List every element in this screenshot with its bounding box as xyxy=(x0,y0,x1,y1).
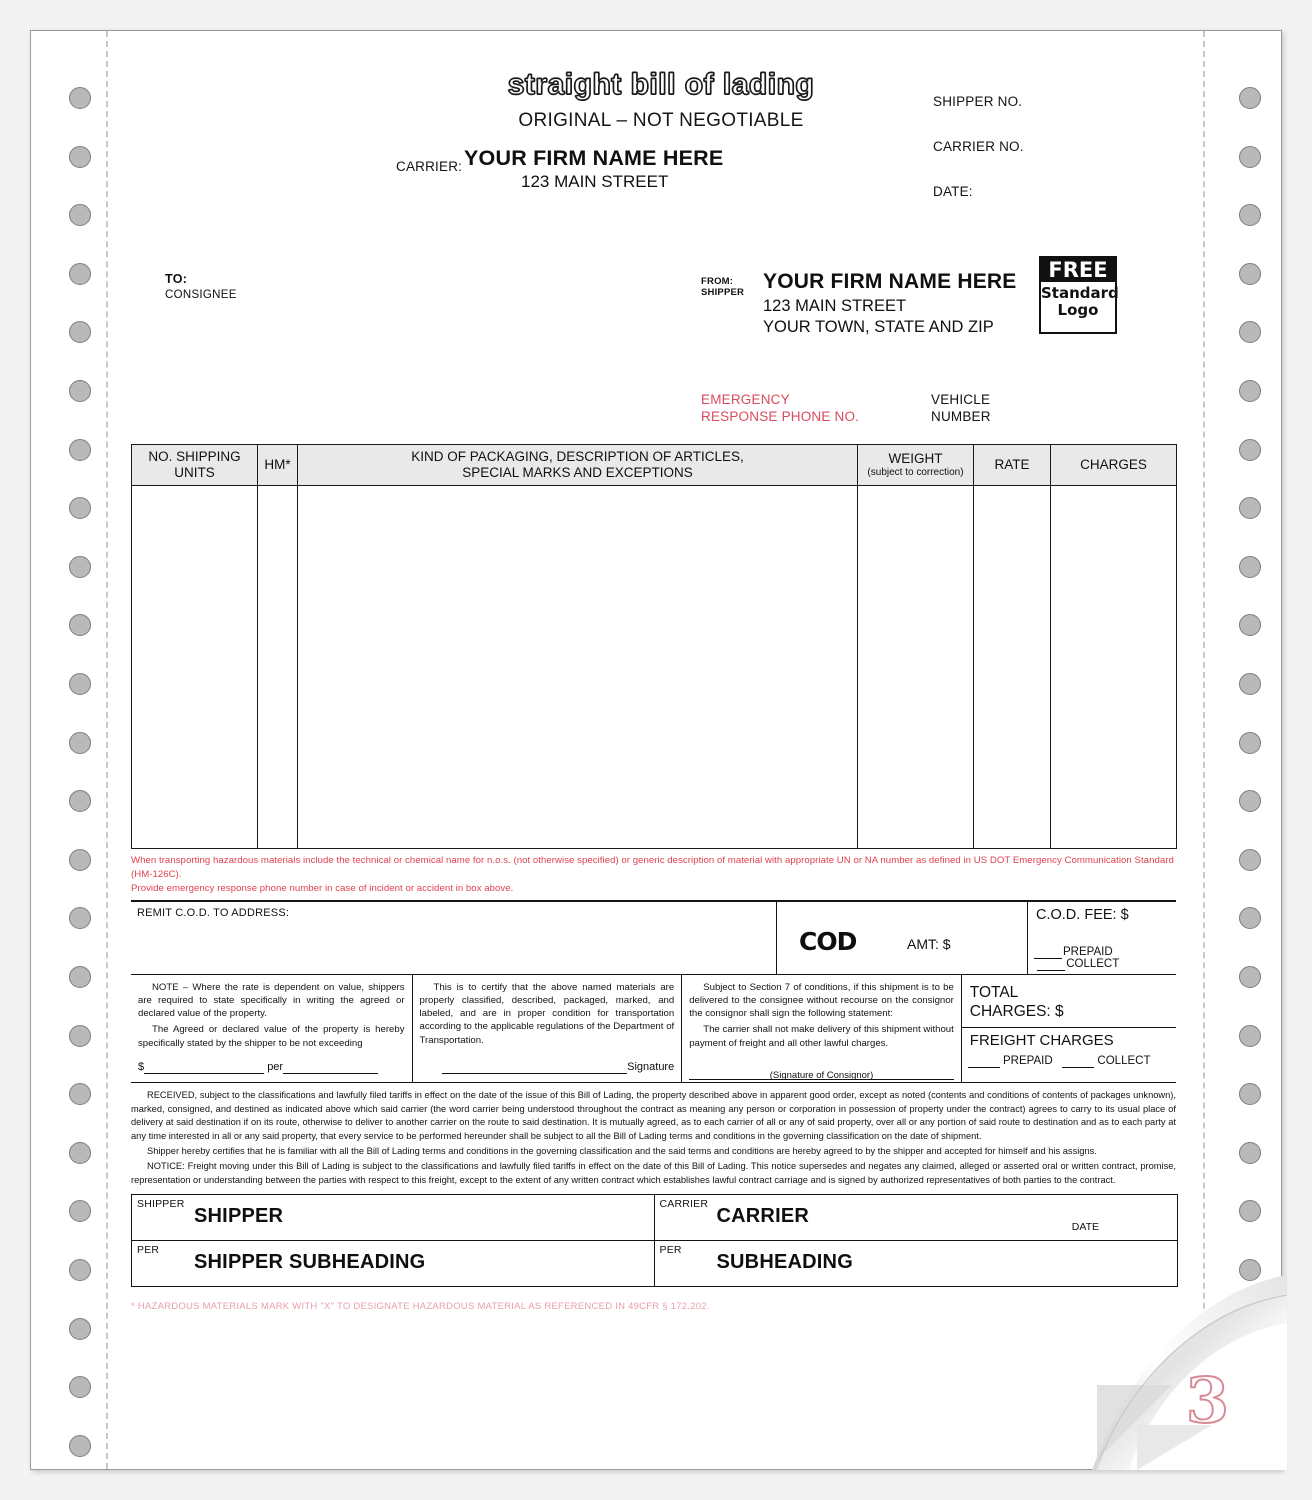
sprocket-hole xyxy=(1239,556,1261,578)
sprocket-hole xyxy=(69,1435,91,1457)
logo-free-banner: FREE xyxy=(1041,258,1115,282)
remit-cod-address-field[interactable] xyxy=(131,902,777,974)
shipper-signature-cell[interactable] xyxy=(132,1195,655,1240)
logo-text xyxy=(1041,282,1119,320)
sprocket-hole xyxy=(69,321,91,343)
carrier-signature-cell[interactable] xyxy=(655,1195,1178,1240)
sprocket-hole xyxy=(69,556,91,578)
from-street: 123 MAIN STREET xyxy=(763,297,907,315)
carrier-subheading-value: SUBHEADING xyxy=(716,1251,853,1274)
from-city-state-zip: YOUR TOWN, STATE AND ZIP xyxy=(763,317,994,336)
cod-fee-label: C.O.D. FEE: $ xyxy=(1036,906,1129,923)
shipper-per-cell[interactable] xyxy=(132,1241,655,1286)
declared-value-line[interactable] xyxy=(138,1061,405,1074)
signature-label: Signature xyxy=(627,1060,675,1073)
sprocket-hole xyxy=(69,204,91,226)
sprocket-hole xyxy=(1239,497,1261,519)
page-title: straight bill of lading xyxy=(507,68,815,101)
date-field[interactable]: DATE: xyxy=(933,184,973,199)
to-from-section xyxy=(131,258,1191,392)
freight-prepaid-label: PREPAID xyxy=(1002,1055,1053,1068)
sprocket-hole xyxy=(69,1200,91,1222)
sprocket-hole xyxy=(69,1376,91,1398)
carrier-firm-name: YOUR FIRM NAME HERE xyxy=(464,146,724,170)
carrier-tag: CARRIER xyxy=(659,1198,709,1211)
sprocket-hole xyxy=(1239,321,1261,343)
page-number: 3 xyxy=(1185,1364,1229,1437)
note-paragraph-1: NOTE – Where the rate is dependent on value, shippers are required to state specifically in writing the agreed or declared value of the property. xyxy=(138,981,405,1020)
hazmat-instruction-note xyxy=(131,854,1176,896)
cod-collect-blank[interactable] xyxy=(1037,958,1065,971)
sprocket-hole xyxy=(1239,1083,1261,1105)
vehicle-number-field[interactable] xyxy=(931,392,991,426)
col-hm: HM* xyxy=(258,445,298,486)
cod-word: COD xyxy=(799,926,857,956)
cod-section xyxy=(131,900,1176,1082)
carrier-per-cell[interactable] xyxy=(655,1241,1178,1286)
freight-payment-options xyxy=(962,1049,1176,1067)
received-paragraph-1: RECEIVED, subject to the classifications and lawfully filed tariffs in effect on the date of the issue of this Bill of Lading, the property described above in apparent good order, except as noted (contents and conditions of contents of packages unknown), marked, consigned, and destined as indicated above which said carrier (the word carrier being understood throughout the contract as meaning any person or corporation in possession of property under the contract) agrees to carry to its usual place of delivery at said destination if on its route, otherwise to deliver to another carrier on the route to said destination. It is mutually agreed, as to each carrier of all or any of said property, over all or any portion of said route to destination and as to each party at any time interested in all or any said property, that every service to be performed hereunder shall be subject to all the Bill of Lading terms and conditions in the governing classification on the date of shipment. xyxy=(131,1089,1176,1142)
sprocket-hole xyxy=(1239,1025,1261,1047)
cell-hm[interactable] xyxy=(258,485,298,848)
shipper-signature-line[interactable] xyxy=(420,1061,675,1074)
from-label-group xyxy=(701,276,744,299)
sprocket-hole xyxy=(1239,87,1261,109)
legal-row xyxy=(131,974,1176,1082)
cell-charges[interactable] xyxy=(1051,485,1177,848)
signature-block xyxy=(131,1194,1178,1287)
emergency-line-2: RESPONSE PHONE NO. xyxy=(701,408,860,424)
dollar-sign: $ xyxy=(138,1060,145,1073)
perforation-line-left xyxy=(106,31,108,1469)
sprocket-hole xyxy=(69,1259,91,1281)
received-paragraph-2: Shipper hereby certifies that he is familiar with all the Bill of Lading terms and conditions in the governing classification and the said terms and conditions are hereby agreed to by the shipper and accepted for himself and his assigns. xyxy=(147,1146,1097,1157)
form-subtitle: ORIGINAL – NOT NEGOTIABLE xyxy=(518,110,804,131)
sprocket-hole xyxy=(1239,1435,1261,1457)
hazmat-footnote: * HAZARDOUS MATERIALS MARK WITH "X" TO DESIGNATE HAZARDOUS MATERIAL AS REFERENCED IN 49CFR § 172.202. xyxy=(131,1301,710,1313)
table-row xyxy=(132,485,1177,848)
cod-prepaid-label: PREPAID xyxy=(1063,945,1113,958)
consignor-signature-line[interactable] xyxy=(689,1069,954,1081)
cod-prepaid-blank[interactable] xyxy=(1034,946,1062,959)
carrier-value: CARRIER xyxy=(716,1205,810,1228)
certification-cell xyxy=(413,975,683,1082)
note-value-cell xyxy=(131,975,413,1082)
signature-row-per xyxy=(132,1241,1177,1287)
sprocket-hole xyxy=(1239,966,1261,988)
col-kind-of-packaging xyxy=(298,445,858,486)
sprocket-hole xyxy=(1239,1142,1261,1164)
sprocket-hole xyxy=(69,849,91,871)
sprocket-hole xyxy=(69,1083,91,1105)
emergency-row xyxy=(131,392,1191,444)
from-label: FROM: xyxy=(701,276,734,287)
sprocket-hole xyxy=(69,1142,91,1164)
cell-units[interactable] xyxy=(132,485,258,848)
shipper-subheading-value: SHIPPER SUBHEADING xyxy=(194,1251,426,1274)
sprocket-hole xyxy=(1239,380,1261,402)
emergency-response-field[interactable] xyxy=(701,392,859,426)
sprocket-hole xyxy=(1239,1376,1261,1398)
sprocket-hole xyxy=(69,673,91,695)
total-charges-field[interactable] xyxy=(962,975,1176,1022)
units-line-1: NO. SHIPPING xyxy=(148,449,241,464)
kind-line-1: KIND OF PACKAGING, DESCRIPTION OF ARTICLES, xyxy=(411,449,744,464)
consignee-label: CONSIGNEE xyxy=(165,288,237,301)
note-paragraph-2: The Agreed or declared value of the property is hereby specifically stated by the shipper to be not exceeding xyxy=(138,1024,405,1049)
remit-cod-label: REMIT C.O.D. TO ADDRESS: xyxy=(137,906,290,919)
vehicle-line-2: NUMBER xyxy=(931,408,991,424)
shipper-per-tag: PER xyxy=(137,1244,160,1257)
received-terms-block xyxy=(131,1082,1176,1189)
hazmat-note-line-2: Provide emergency response phone number in case of incident or accident in box above. xyxy=(131,882,514,894)
certification-paragraph: This is to certify that the above named materials are properly classified, described, packaged, marked, and labeled, and are in proper condition for transportation according to the applicable regulations of the Department of Transportation. xyxy=(419,981,675,1046)
weight-label: WEIGHT xyxy=(888,451,943,467)
to-label: TO: xyxy=(165,272,188,286)
shipper-value: SHIPPER xyxy=(194,1205,284,1228)
from-shipper-sublabel: SHIPPER xyxy=(701,287,745,299)
sprocket-hole xyxy=(1239,204,1261,226)
total-label-line-1: TOTAL xyxy=(969,983,1019,1001)
perforation-line-right xyxy=(1203,31,1205,1469)
sprocket-hole xyxy=(1239,849,1261,871)
sprocket-hole xyxy=(69,263,91,285)
logo-line-2: Logo xyxy=(1057,301,1099,320)
standard-logo-box xyxy=(1039,256,1117,334)
sprocket-hole xyxy=(1239,673,1261,695)
consignor-signature-label: (Signature of Consignor) xyxy=(769,1069,874,1081)
freight-collect-label: COLLECT xyxy=(1097,1055,1151,1068)
section7-paragraph-2: The carrier shall not make delivery of this shipment without payment of freight and all other lawful charges. xyxy=(689,1024,954,1049)
carrier-no-field[interactable]: CARRIER NO. xyxy=(933,139,1024,154)
section7-paragraph-1: Subject to Section 7 of conditions, if this shipment is to be delivered to the consignee without recourse on the consignor the consignor shall sign the following statement: xyxy=(689,981,954,1020)
sprocket-hole xyxy=(69,614,91,636)
total-label-line-2: CHARGES: $ xyxy=(969,1002,1064,1020)
carrier-street: 123 MAIN STREET xyxy=(521,172,669,191)
units-line-2: UNITS xyxy=(174,464,215,480)
sprocket-hole xyxy=(1239,1259,1261,1281)
sprocket-hole xyxy=(1239,732,1261,754)
sprocket-hole xyxy=(69,439,91,461)
vehicle-line-1: VEHICLE xyxy=(931,392,991,407)
sprocket-hole xyxy=(1239,1200,1261,1222)
to-consignee-block[interactable] xyxy=(165,272,237,302)
sprocket-hole xyxy=(69,497,91,519)
sprocket-hole xyxy=(1239,790,1261,812)
cod-amount-label: AMT: $ xyxy=(907,935,951,952)
sprocket-hole xyxy=(1239,263,1261,285)
cod-payment-options xyxy=(1034,946,1182,970)
freight-collect-blank[interactable] xyxy=(1062,1055,1094,1068)
from-firm-name: YOUR FIRM NAME HERE xyxy=(763,270,1017,293)
logo-line-1: Standard xyxy=(1041,284,1119,302)
col-rate: RATE xyxy=(974,445,1051,486)
freight-charges-label: FREIGHT CHARGES xyxy=(962,1027,1176,1049)
col-charges: CHARGES xyxy=(1051,445,1177,486)
freight-prepaid-blank[interactable] xyxy=(968,1055,1000,1068)
section7-cell xyxy=(682,975,962,1082)
charges-summary-cell xyxy=(962,975,1176,1072)
sprocket-hole xyxy=(69,966,91,988)
shipper-no-field[interactable]: SHIPPER NO. xyxy=(933,94,1023,109)
kind-line-2: SPECIAL MARKS AND EXCEPTIONS xyxy=(462,464,693,480)
col-weight xyxy=(858,445,974,486)
sprocket-hole xyxy=(69,907,91,929)
weight-note: (subject to correction) xyxy=(867,466,964,478)
received-paragraph-3: NOTICE: Freight moving under this Bill of Lading is subject to the classifications and lawfully filed tariffs in effect on the date of this Bill of Lading. This notice supersedes and negates any claimed, alleged or asserted oral or written contract, promise, representation or understanding between the parties with respect to this freight, except to the extent of any written contract which establishes lawful contract carriage and is signed by authorized representatives of both parties to the contract. xyxy=(131,1161,1176,1186)
from-address xyxy=(763,296,994,338)
cod-collect-label: COLLECT xyxy=(1066,957,1120,970)
sprocket-hole xyxy=(69,87,91,109)
table-header-row xyxy=(132,445,1177,486)
sprocket-hole xyxy=(69,380,91,402)
carrier-label: CARRIER: xyxy=(396,159,463,174)
signature-row-primary xyxy=(132,1195,1177,1241)
cod-fee-cell[interactable] xyxy=(1028,902,1176,974)
sprocket-hole xyxy=(69,1025,91,1047)
sprocket-hole xyxy=(1239,1318,1261,1340)
col-no-shipping-units xyxy=(132,445,258,486)
sprocket-hole xyxy=(69,1318,91,1340)
per-label: per xyxy=(267,1060,284,1073)
sprocket-hole xyxy=(1239,439,1261,461)
sprocket-hole xyxy=(1239,146,1261,168)
sprocket-hole xyxy=(69,790,91,812)
shipping-items-table xyxy=(131,444,1177,849)
cod-row xyxy=(131,902,1176,974)
cell-description[interactable] xyxy=(298,485,858,848)
form-content xyxy=(131,41,1191,1461)
header-right-fields xyxy=(933,94,1173,229)
emergency-line-1: EMERGENCY xyxy=(701,392,790,407)
sprocket-hole xyxy=(1239,907,1261,929)
signature-date-label: DATE xyxy=(1071,1221,1099,1234)
carrier-per-tag: PER xyxy=(659,1244,682,1257)
hazmat-note-line-1: When transporting hazardous materials include the technical or chemical name for n.o.s. (not otherwise specified) or generic description of material with appropriate UN or NA number as defined in US DOT Emergency Communication Standard (HM-126C). xyxy=(131,854,1174,880)
sprocket-hole xyxy=(69,732,91,754)
sprocket-hole xyxy=(69,146,91,168)
cod-amount-cell[interactable] xyxy=(777,902,1028,974)
shipper-tag: SHIPPER xyxy=(137,1198,185,1211)
cell-rate[interactable] xyxy=(974,485,1051,848)
sprocket-hole xyxy=(1239,614,1261,636)
paper-sheet xyxy=(30,30,1282,1470)
cell-weight[interactable] xyxy=(858,485,974,848)
